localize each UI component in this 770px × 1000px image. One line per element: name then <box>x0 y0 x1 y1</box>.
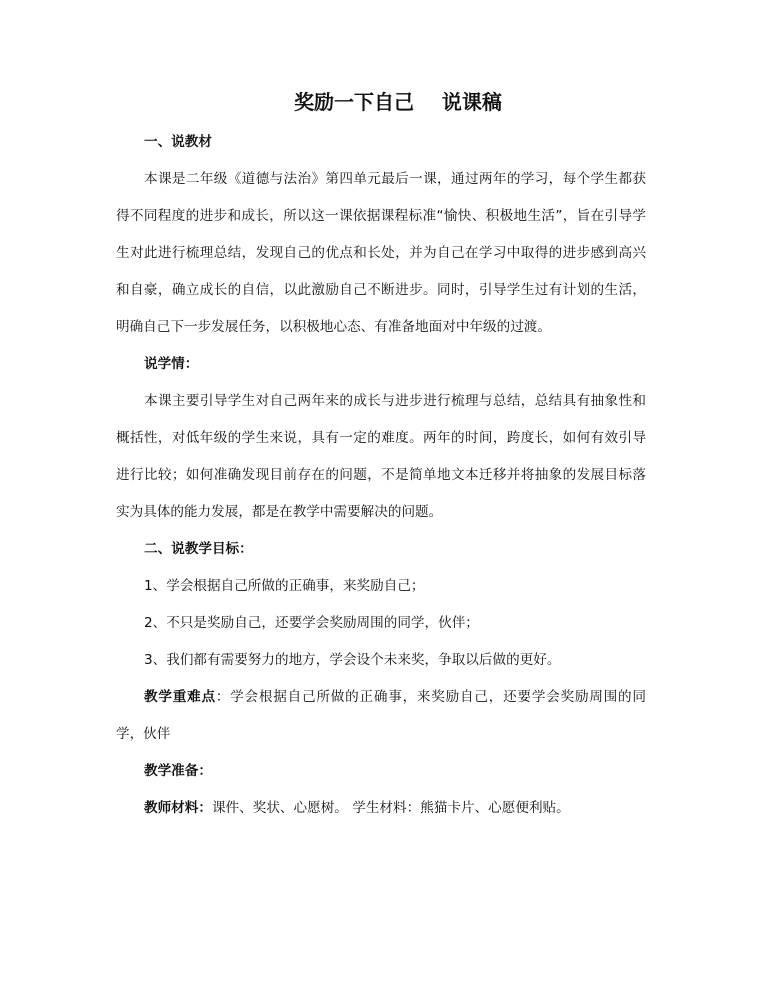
key-points-text: ：学会根据自己所做的正确事，来奖励自己，还要学会奖励周围的同学，伙伴 <box>116 689 647 742</box>
materials-label: 教师材料： <box>144 800 212 816</box>
section-heading-student-situation: 说学情： <box>144 356 199 372</box>
document-title: 奖励一下自己 说课稿 <box>294 90 502 114</box>
paragraph-key-points <box>116 679 646 753</box>
document-page <box>116 84 646 827</box>
goal-item-1: 1、学会根据自己所做的正确事，来奖励自己； <box>144 578 425 594</box>
section-heading-teaching-material: 一、说教材 <box>144 134 212 150</box>
materials-text: 课件、奖状、心愿树。 学生材料：熊猫卡片、心愿便利贴。 <box>211 800 570 816</box>
section-heading-teaching-goals: 二、说教学目标： <box>144 541 253 557</box>
key-points-label: 教学重难点 <box>144 689 216 705</box>
paragraph-materials <box>116 790 646 827</box>
goal-item-3: 3、我们都有需要努力的地方，学会设个未来奖，争取以后做的更好。 <box>144 652 561 668</box>
section-heading-preparation: 教学准备： <box>144 763 212 779</box>
paragraph-teaching-material: 本课是二年级《道德与法治》第四单元最后一课，通过两年的学习，每个学生都获得不同程度的进步和成长，所以这一课依据课程标准“愉快、积极地生活”，旨在引导学生对此进行梳理总结，发现自己的优点和长处，并为自己在学习中取得的进步感到高兴和自豪，确立成长的自信，以此激励自己不断进步。同时，引导学生过有计划的生活，明确自己下一步发展任务，以积极地心态、有准备地面对中年级的过渡。 <box>116 171 646 335</box>
paragraph-student-situation: 本课主要引导学生对自己两年来的成长与进步进行梳理与总结，总结具有抽象性和概括性，对低年级的学生来说，具有一定的难度。两年的时间，跨度长，如何有效引导进行比较；如何准确发现目前存在的问题，不是简单地文本迁移并将抽象的发展目标落实为具体的能力发展，都是在教学中需要解决的问题。 <box>116 393 646 520</box>
goal-item-2: 2、不只是奖励自己，还要学会奖励周围的同学，伙伴； <box>144 615 479 631</box>
